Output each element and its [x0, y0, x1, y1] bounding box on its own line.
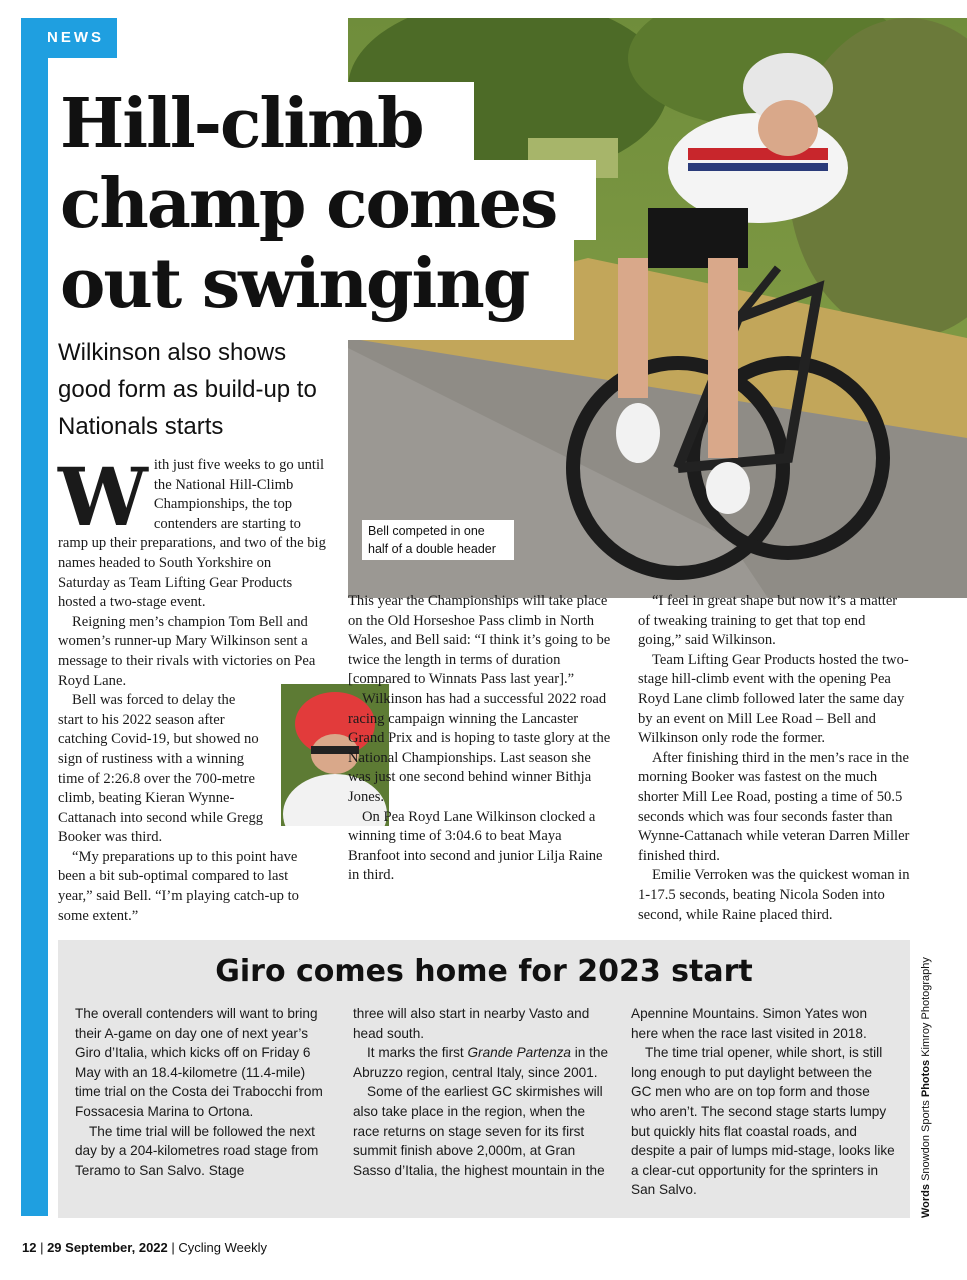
photos-credit: Kimroy Photography — [920, 957, 932, 1060]
paragraph: After finishing third in the men’s race in the morning Booker was fastest on the much shorter Mill Lee Road, posting a time of 50.5 seconds which was four seconds faster than Wynne-Cattanach while veteran Darren Miller finished third. — [638, 749, 910, 864]
paragraph: The overall contenders will want to bring their A-game on day one of next year’s Giro d’Italia, which kicks off on Friday 6 May with an 18.4-kilometre (11.4-mile) time trial on the Costa dei Trabocchi from Fossacesia Marina to Ortona. — [75, 1006, 323, 1119]
box-title: Giro comes home for 2023 start — [215, 954, 753, 989]
text: in the Abruzzo region, central Italy, since 2001. — [353, 1045, 609, 1080]
separator: | — [167, 1240, 179, 1255]
paragraph: Bell was forced to delay the start to his 2022 season after catching Covid-19, but showed no sign of rustiness with a winning time of 2:26.8 over the 700-metre climb, beating Kieran Wynne-Cattanach into second while Gregg Booker was third. — [58, 692, 264, 846]
article-column-3 — [638, 592, 910, 925]
paragraph: Apennine Mountains. Simon Yates won here when the race last visited in 2018. — [631, 1006, 868, 1041]
box-column-1 — [75, 1004, 331, 1180]
photo-credits — [920, 957, 932, 1218]
lead-text: ith just five weeks to go until the National Hill-Climb Championships, the top contenders are starting to ramp up their preparations, and two of the big names headed to South Yorkshire on Saturday as Team Lifting Gear Products hosted a two-stage event. — [58, 457, 326, 611]
standfirst: Wilkinson also shows good form as build-up to Nationals starts — [58, 339, 317, 440]
words-label: Words — [920, 1183, 932, 1218]
paragraph: Wilkinson has had a successful 2022 road racing campaign winning the Lancaster Grand Prix and is hoping to taste glory at the National Championships. Last season she was just one second behind winner Bithja Jones. — [348, 690, 611, 805]
paragraph: Emilie Verroken was the quickest woman in 1-17.5 seconds, beating Nicola Soden into second, while Raine placed third. — [638, 867, 910, 923]
paragraph — [58, 450, 326, 613]
text: It marks the first — [367, 1045, 468, 1061]
headline: Hill-climb champ comes out swinging — [60, 84, 557, 324]
words-credit: Snowdon Sports — [920, 1097, 932, 1184]
section-tag: NEWS — [21, 18, 117, 58]
paragraph: Reigning men’s champion Tom Bell and women’s runner-up Mary Wilkinson sent a message to their rivals with victories on Pea Royd Lane. — [58, 613, 316, 689]
photos-label: Photos — [920, 1059, 932, 1098]
separator: | — [36, 1240, 48, 1255]
paragraph: Some of the earliest GC skirmishes will also take place in the region, when the race returns on stage seven for its first summit finish above 2,000m, at Gran Sasso d’Italia, the highest mountain in the — [353, 1084, 605, 1178]
magazine-name: Cycling Weekly — [178, 1240, 268, 1255]
box-column-2 — [353, 1004, 611, 1180]
paragraph: Team Lifting Gear Products hosted the two-stage hill-climb event with the opening Pea Royd Lane climb followed later the same day by an event on Mill Lee Road – Bell and Wilkinson only rode the former. — [638, 651, 909, 747]
issue-date: 29 September, 2022 — [47, 1240, 168, 1255]
page-footer — [22, 1240, 267, 1255]
paragraph: The time trial opener, while short, is still long enough to put daylight between the GC men who are on top form and those who aren’t. The second stage starts lumpy but quickly hits flat coastal roads, and despite a pair of lumps mid-stage, looks like a clear-cut opportunity for the sprinters in San Salvo. — [631, 1045, 895, 1198]
paragraph: The time trial will be followed the next day by a 204-kilometres road stage from Teramo to San Salvo. Stage — [75, 1123, 319, 1178]
box-column-3 — [631, 1004, 895, 1200]
photo-caption: Bell competed in one half of a double header — [362, 520, 514, 560]
paragraph: This year the Championships will take place on the Old Horseshoe Pass climb in North Wales, and Bell said: “I think it’s going to be twice the length in terms of duration [compared to Winnats Pass last year].” — [348, 593, 611, 688]
paragraph: three will also start in nearby Vasto and head south. — [353, 1006, 590, 1041]
paragraph: “My preparations up to this point have been a bit sub-optimal compared to last year,” said Bell. “I’m playing catch-up to some extent.” — [58, 848, 299, 924]
accent-bar — [21, 18, 48, 1216]
paragraph: “I feel in great shape but now it’s a matter of tweaking training to get that top end going,” said Wilkinson. — [638, 593, 898, 649]
drop-cap: W — [58, 450, 148, 544]
page-number: 12 — [22, 1240, 37, 1255]
article-column-2 — [348, 592, 616, 886]
italic-text: Grande Partenza — [467, 1045, 571, 1061]
paragraph — [353, 1043, 611, 1082]
paragraph: On Pea Royd Lane Wilkinson clocked a winning time of 3:04.6 to beat Maya Branfoot into second and junior Lilja Raine in third. — [348, 808, 603, 884]
